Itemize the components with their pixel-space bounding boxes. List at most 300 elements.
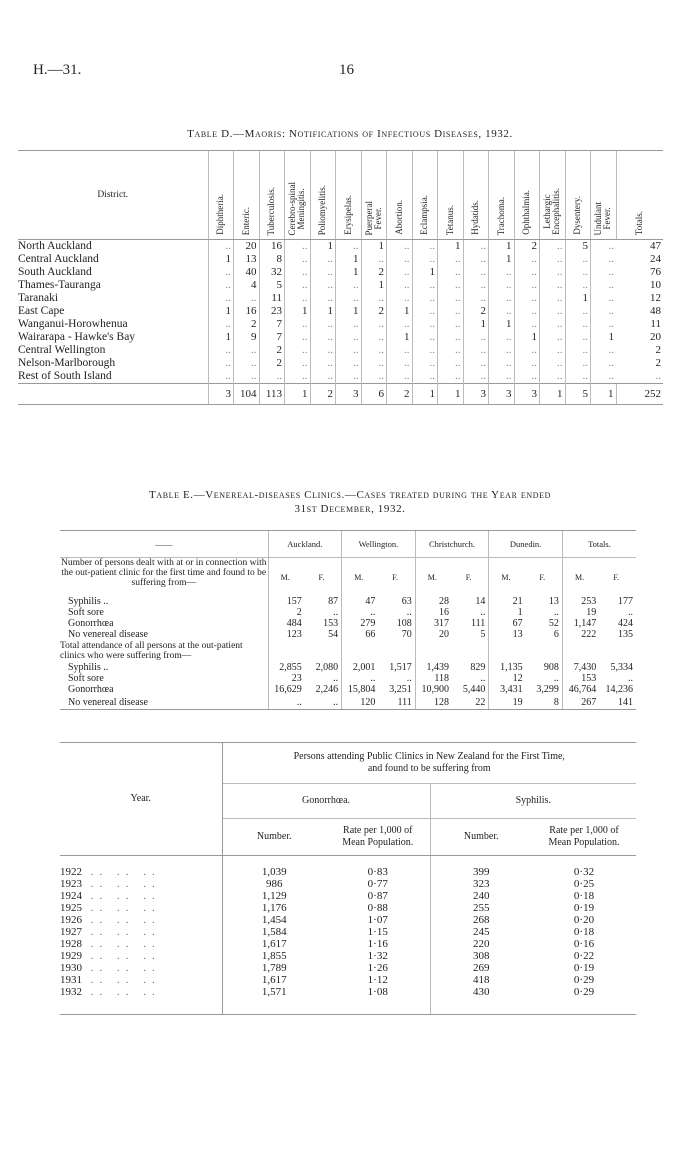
table-cell: .. — [310, 266, 336, 279]
table-cell: 1 — [387, 331, 413, 344]
table-cell: 7,430 — [562, 662, 599, 673]
table-cell: 9 — [234, 331, 260, 344]
table-f-title-line2: and found to be suffering from — [367, 763, 491, 774]
column-header-label: Abortion. — [393, 200, 404, 235]
table-cell: .. — [438, 253, 464, 266]
table-cell: .. — [540, 357, 566, 370]
centre-header: Christchurch. — [415, 531, 489, 558]
table-e — [60, 530, 636, 710]
table-cell: .. — [514, 357, 540, 370]
year-value: 1927 — [60, 926, 82, 938]
district-name: East Cape — [18, 305, 65, 317]
leader-dots: .. .. .. — [82, 866, 161, 878]
table-cell: .. — [285, 370, 311, 384]
table-cell: 0·18 — [573, 890, 595, 902]
table-cell: .. — [208, 344, 234, 357]
table-cell: .. — [591, 305, 617, 318]
table-cell: .. — [342, 607, 379, 618]
table-cell: .. — [565, 305, 591, 318]
female-header: F. — [392, 572, 398, 582]
table-row — [60, 902, 636, 914]
table-cell: 47 — [342, 596, 379, 607]
table-cell: .. — [489, 357, 515, 370]
table-cell: .. — [336, 240, 362, 254]
table-cell: .. — [412, 344, 438, 357]
table-cell: .. — [208, 318, 234, 331]
table-cell: 1,617 — [261, 974, 287, 986]
table-cell: .. — [565, 318, 591, 331]
gon-number-header: Number. — [222, 819, 326, 856]
table-cell: .. — [463, 266, 489, 279]
table-cell: .. — [285, 357, 311, 370]
section2-label: Total attendance of all persons at the out-patient clinics who were suffering from— — [60, 641, 243, 661]
table-cell: .. — [540, 240, 566, 254]
column-header-label: Tuberculosis. — [266, 186, 277, 235]
table-cell: .. — [310, 318, 336, 331]
column-header — [489, 151, 515, 240]
table-cell: .. — [342, 673, 379, 684]
year-cell — [60, 902, 222, 914]
table-cell: .. — [480, 673, 486, 684]
table-cell: 10,900 — [415, 684, 452, 695]
empty-cell — [342, 640, 379, 662]
table-cell: .. — [540, 370, 566, 384]
total-cell: 3 — [336, 384, 362, 405]
year-cell — [60, 866, 222, 878]
table-cell: 1 — [361, 279, 387, 292]
table-cell: 0·83 — [367, 866, 388, 878]
table-e-corner: —— — [60, 531, 268, 558]
table-cell: 1 — [514, 331, 540, 344]
table-cell: .. — [591, 370, 617, 384]
table-cell: .. — [565, 253, 591, 266]
table-cell: 118 — [415, 673, 452, 684]
table-cell: 1,517 — [389, 662, 412, 673]
column-header-label: Ophthalmia. — [521, 190, 532, 235]
year-value: 1930 — [60, 962, 82, 974]
table-row — [60, 974, 636, 986]
table-cell: 1 — [208, 331, 234, 344]
table-cell: .. — [463, 240, 489, 254]
table-cell: .. — [336, 357, 362, 370]
year-value: 1925 — [60, 902, 82, 914]
table-row — [18, 331, 663, 344]
table-cell: .. — [208, 279, 234, 292]
table-cell: 23 — [259, 305, 285, 318]
column-header — [540, 151, 566, 240]
table-cell: 0·29 — [573, 974, 595, 986]
table-cell: .. — [333, 607, 339, 618]
table-cell: 1,855 — [261, 950, 287, 962]
table-cell: .. — [336, 344, 362, 357]
table-cell: .. — [208, 240, 234, 254]
year-value: 1926 — [60, 914, 82, 926]
table-cell: 7 — [259, 318, 285, 331]
table-cell: 8 — [259, 253, 285, 266]
table-cell: .. — [463, 370, 489, 384]
table-cell: .. — [387, 253, 413, 266]
centre-header: Auckland. — [268, 531, 342, 558]
table-row — [18, 240, 663, 254]
table-e-caption-line1: Table E.—Venereal-diseases Clinics.—Cases treated during the Year ended — [149, 489, 551, 501]
table-row — [60, 607, 636, 618]
table-cell: 1,584 — [261, 926, 287, 938]
table-cell: 0·77 — [367, 878, 388, 890]
table-cell: .. — [336, 331, 362, 344]
empty-cell — [378, 640, 415, 662]
table-cell: 5,440 — [462, 684, 486, 695]
table-cell: .. — [310, 357, 336, 370]
end-cell — [532, 998, 636, 1015]
leader-dots: .. .. .. — [82, 914, 161, 926]
table-cell: .. — [565, 344, 591, 357]
column-header — [208, 151, 234, 240]
table-cell: 1 — [412, 266, 438, 279]
table-cell: .. — [234, 344, 260, 357]
syph-number-header: Number. — [430, 819, 532, 856]
table-cell: .. — [285, 266, 311, 279]
year-cell — [60, 974, 222, 986]
table-cell: 1 — [310, 305, 336, 318]
table-cell: 153 — [562, 673, 599, 684]
table-cell: .. — [591, 344, 617, 357]
table-cell: 76 — [650, 266, 661, 278]
year-cell — [60, 926, 222, 938]
table-cell: .. — [514, 292, 540, 305]
table-cell: .. — [333, 673, 339, 684]
total-cell: 3 — [463, 384, 489, 405]
table-row — [60, 662, 636, 673]
table-cell: .. — [438, 344, 464, 357]
table-cell: 1·26 — [367, 962, 388, 974]
table-cell: .. — [208, 357, 234, 370]
year-value: 1928 — [60, 938, 82, 950]
district-name: Central Auckland — [18, 253, 99, 265]
table-cell: 1,135 — [489, 662, 526, 673]
syph-rate-header-line2: Mean Population. — [548, 837, 620, 848]
table-cell: .. — [208, 292, 234, 305]
table-cell: .. — [591, 357, 617, 370]
column-header-label: Poliomyelitis. — [317, 184, 328, 235]
centre-header: Totals. — [562, 531, 636, 558]
total-cell: 1 — [591, 384, 617, 405]
leader-dots: .. .. .. — [82, 962, 161, 974]
table-d — [18, 150, 663, 405]
spacer-cell — [430, 856, 532, 867]
table-cell: 1,789 — [261, 962, 287, 974]
column-header-label: Trachoma. — [495, 196, 506, 235]
table-cell: 2 — [463, 305, 489, 318]
table-cell: 418 — [430, 974, 532, 986]
year-value: 1923 — [60, 878, 82, 890]
table-cell: .. — [489, 292, 515, 305]
table-cell: .. — [540, 344, 566, 357]
table-cell: 10 — [650, 279, 661, 291]
column-header — [234, 151, 260, 240]
table-cell: 1·08 — [367, 986, 388, 998]
year-cell — [60, 938, 222, 950]
table-cell: 23 — [268, 673, 305, 684]
gonorrhoea-header: Gonorrhœa. — [222, 784, 430, 819]
table-cell: .. — [514, 253, 540, 266]
table-cell: 0·19 — [573, 962, 595, 974]
table-cell: 153 — [323, 618, 339, 629]
table-cell: .. — [310, 344, 336, 357]
column-header-label: Puerperal Fever. — [363, 200, 383, 235]
district-name: South Auckland — [18, 266, 92, 278]
table-cell: 1 — [591, 331, 617, 344]
table-cell: .. — [565, 266, 591, 279]
table-cell: 986 — [266, 878, 283, 890]
table-cell: .. — [628, 607, 633, 618]
table-cell: 3,431 — [489, 684, 526, 695]
table-cell: 14 — [475, 596, 486, 607]
total-cell: 1 — [285, 384, 311, 405]
table-cell: .. — [406, 607, 412, 618]
leader-dots: .. .. .. — [82, 890, 161, 902]
table-e-caption-line2: 31st December, 1932. — [294, 503, 406, 515]
table-cell: 1 — [285, 305, 311, 318]
table-row — [60, 866, 636, 878]
year-cell — [60, 878, 222, 890]
table-cell: .. — [305, 695, 342, 710]
table-cell: .. — [463, 331, 489, 344]
column-header — [412, 151, 438, 240]
table-cell: .. — [336, 318, 362, 331]
table-cell: 1,147 — [562, 618, 599, 629]
table-cell: 220 — [430, 938, 532, 950]
table-cell: 255 — [430, 902, 532, 914]
table-cell: 11 — [650, 318, 661, 330]
column-header — [514, 151, 540, 240]
table-cell: .. — [540, 318, 566, 331]
table-cell: 2 — [268, 607, 305, 618]
column-header — [259, 151, 285, 240]
column-header-label: Dysentery. — [572, 196, 583, 235]
table-cell: .. — [361, 331, 387, 344]
table-cell: 829 — [470, 662, 486, 673]
table-cell: .. — [234, 292, 260, 305]
table-cell: 1,039 — [261, 866, 287, 878]
table-cell: .. — [310, 370, 336, 384]
table-row — [60, 618, 636, 629]
table-cell: 267 — [562, 695, 599, 710]
table-cell: .. — [387, 240, 413, 254]
column-header-label: Eclampsia. — [419, 195, 430, 235]
table-cell: 2 — [259, 344, 285, 357]
end-cell — [60, 998, 222, 1015]
table-cell: 2,001 — [342, 662, 379, 673]
table-cell: .. — [285, 279, 311, 292]
table-cell: 1,439 — [415, 662, 452, 673]
female-header: F. — [539, 572, 546, 582]
table-f — [60, 742, 636, 1015]
table-cell: .. — [285, 331, 311, 344]
table-cell: 48 — [650, 305, 661, 317]
table-cell: .. — [489, 370, 515, 384]
table-cell: 245 — [430, 926, 532, 938]
table-cell: 908 — [543, 662, 559, 673]
district-name: Thames-Tauranga — [18, 279, 101, 291]
table-cell: .. — [387, 266, 413, 279]
table-row — [60, 914, 636, 926]
table-cell: .. — [489, 331, 515, 344]
table-cell: 5 — [259, 279, 285, 292]
table-cell: .. — [268, 695, 305, 710]
table-cell: .. — [259, 370, 285, 384]
table-cell: 20 — [650, 331, 661, 343]
table-cell: 1,129 — [261, 890, 287, 902]
table-cell: 141 — [599, 695, 636, 710]
total-cell: 2 — [387, 384, 413, 405]
table-cell: 13 — [489, 629, 526, 640]
table-cell: 1,571 — [261, 986, 287, 998]
table-row — [18, 370, 663, 384]
centre-header: Dunedin. — [489, 531, 563, 558]
table-cell: .. — [463, 292, 489, 305]
table-cell: 66 — [342, 629, 379, 640]
table-cell: 19 — [489, 695, 526, 710]
table-cell: 46,764 — [562, 684, 599, 695]
table-cell: .. — [310, 292, 336, 305]
table-row — [60, 673, 636, 684]
total-cell: 252 — [616, 384, 663, 405]
table-cell: 1,454 — [261, 914, 287, 926]
table-cell: .. — [406, 673, 412, 684]
column-header-label: Undulant Fever. — [593, 201, 613, 235]
table-cell: 70 — [401, 629, 412, 640]
table-row — [18, 279, 663, 292]
table-cell: .. — [591, 253, 617, 266]
centre-header: Wellington. — [342, 531, 416, 558]
table-cell: 135 — [618, 629, 633, 640]
table-cell: .. — [463, 344, 489, 357]
table-cell: 308 — [430, 950, 532, 962]
female-header: F. — [613, 572, 619, 582]
column-header — [438, 151, 464, 240]
empty-cell — [268, 640, 305, 662]
table-cell: 63 — [401, 596, 412, 607]
leader-dots: .. .. .. — [82, 878, 161, 890]
table-f-title-line1: Persons attending Public Clinics in New Zealand for the First Time, — [293, 751, 565, 762]
district-name: Wanganui-Horowhenua — [18, 318, 128, 330]
table-row — [60, 950, 636, 962]
row-label: Soft sore — [68, 607, 104, 618]
table-row — [18, 318, 663, 331]
table-cell: .. — [438, 266, 464, 279]
table-cell: 11 — [259, 292, 285, 305]
table-cell: .. — [540, 305, 566, 318]
table-cell: 21 — [489, 596, 526, 607]
table-cell: 1,176 — [261, 902, 287, 914]
table-cell: .. — [412, 279, 438, 292]
table-cell: .. — [438, 331, 464, 344]
table-cell: 1 — [387, 305, 413, 318]
column-header — [285, 151, 311, 240]
table-cell: 19 — [562, 607, 599, 618]
table-cell: 13 — [548, 596, 559, 607]
table-row — [60, 629, 636, 640]
table-row — [60, 878, 636, 890]
table-cell: .. — [412, 292, 438, 305]
empty-cell — [452, 640, 489, 662]
table-cell: .. — [336, 292, 362, 305]
table-row — [60, 926, 636, 938]
total-cell: 1 — [540, 384, 566, 405]
table-cell: 52 — [548, 618, 559, 629]
column-header — [387, 151, 413, 240]
table-cell: .. — [489, 305, 515, 318]
leader-dots: .. .. .. — [82, 950, 161, 962]
district-header: District. — [18, 151, 208, 240]
table-cell: .. — [514, 266, 540, 279]
table-cell: .. — [310, 279, 336, 292]
leader-dots: .. .. .. — [82, 938, 161, 950]
table-cell: 484 — [268, 618, 305, 629]
table-cell: 128 — [415, 695, 452, 710]
section-row — [60, 640, 636, 662]
table-cell: .. — [565, 331, 591, 344]
table-cell: 12 — [489, 673, 526, 684]
table-cell: 1 — [565, 292, 591, 305]
male-header: M. — [489, 558, 526, 597]
table-cell: 24 — [650, 253, 661, 265]
table-cell: .. — [591, 292, 617, 305]
table-cell: .. — [514, 305, 540, 318]
male-header: M. — [268, 558, 305, 597]
page-number: 16 — [339, 62, 354, 78]
table-cell: .. — [361, 292, 387, 305]
table-cell: 4 — [234, 279, 260, 292]
table-cell: 111 — [378, 695, 415, 710]
table-cell: 2,246 — [315, 684, 339, 695]
end-row — [60, 998, 636, 1015]
table-row — [60, 986, 636, 998]
row-label: Syphilis .. — [68, 596, 109, 607]
table-row — [18, 253, 663, 266]
year-value: 1922 — [60, 866, 82, 878]
table-cell: .. — [285, 344, 311, 357]
table-cell: 54 — [328, 629, 339, 640]
table-cell: 7 — [259, 331, 285, 344]
table-cell: .. — [489, 279, 515, 292]
end-cell — [222, 998, 326, 1015]
end-cell — [326, 998, 430, 1015]
table-cell: 32 — [259, 266, 285, 279]
year-cell — [60, 986, 222, 998]
table-cell: 1 — [489, 240, 515, 254]
table-cell: 1 — [438, 240, 464, 254]
table-cell: 0·25 — [573, 878, 595, 890]
table-cell: 22 — [452, 695, 489, 710]
table-cell: 1 — [361, 240, 387, 254]
table-row — [18, 344, 663, 357]
year-cell — [60, 950, 222, 962]
empty-cell — [305, 640, 342, 662]
table-cell: 20 — [234, 240, 260, 254]
empty-cell — [599, 640, 636, 662]
table-cell: 3,251 — [389, 684, 412, 695]
table-cell: .. — [565, 279, 591, 292]
total-cell: 3 — [489, 384, 515, 405]
table-f-title — [222, 743, 636, 784]
table-cell: .. — [285, 240, 311, 254]
male-header: M. — [415, 558, 452, 597]
syphilis-header: Syphilis. — [430, 784, 636, 819]
table-cell: .. — [628, 673, 633, 684]
syph-rate-header-line1: Rate per 1,000 of — [549, 825, 619, 836]
table-cell: 240 — [430, 890, 532, 902]
